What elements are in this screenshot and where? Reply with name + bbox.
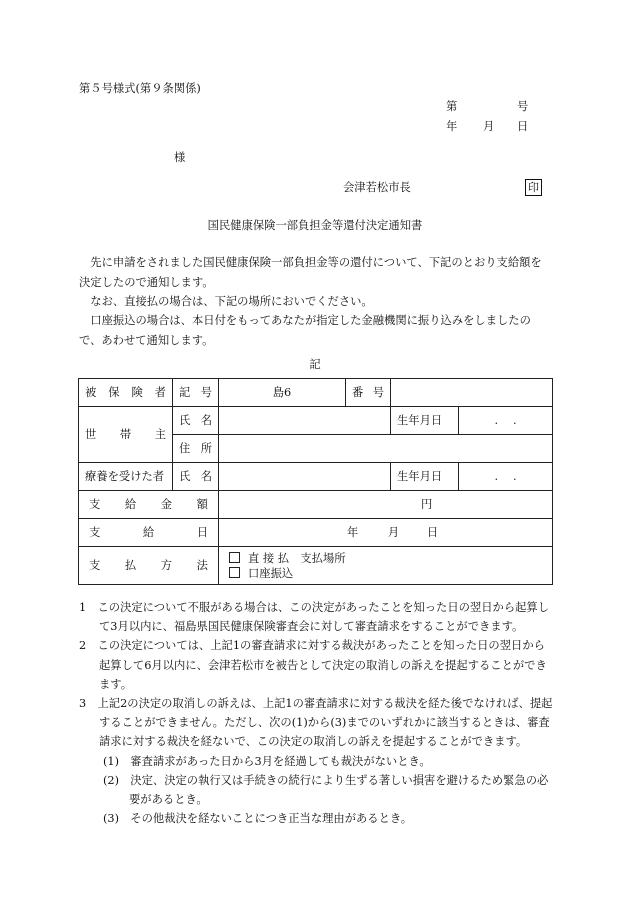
symbol-value: 島6 bbox=[219, 379, 346, 407]
householder-birthdate-label: 生年月日 bbox=[391, 407, 459, 435]
official-seal: 印 bbox=[525, 179, 542, 196]
householder-address-value bbox=[219, 435, 553, 463]
insured-person-label: 被 保 険 者 bbox=[79, 379, 173, 407]
addressee-suffix: 様 bbox=[174, 151, 186, 164]
body-paragraph-3: 口座振込の場合は、本日付をもってあなたが指定した金融機関に振り込みをしましたので、あわせて通知します。 bbox=[79, 314, 531, 347]
householder-birthdate-value: . . bbox=[459, 407, 553, 435]
issuer-name: 会津若松市長 bbox=[343, 181, 411, 194]
note-3-sub-1: (1) 審査請求があった日から3月を経過しても裁決がないとき。 bbox=[103, 754, 431, 768]
notes-section bbox=[79, 598, 555, 828]
payment-year-label: 年 bbox=[347, 525, 359, 539]
checkbox-icon bbox=[229, 552, 240, 563]
payment-date-label: 支 給 日 bbox=[79, 519, 219, 547]
document-title: 国民健康保険一部負担金等還付決定通知書 bbox=[207, 219, 423, 232]
patient-label: 療養を受けた者 bbox=[79, 463, 173, 491]
patient-birthdate-label: 生年月日 bbox=[391, 463, 459, 491]
document-number-suffix: 号 bbox=[517, 100, 529, 113]
payment-month-label: 月 bbox=[387, 525, 400, 539]
payment-method-options bbox=[219, 547, 553, 585]
payment-method-label: 支 払 方 法 bbox=[79, 547, 219, 585]
date-year-label: 年 bbox=[446, 120, 458, 133]
form-number: 第５号様式(第９条関係) bbox=[79, 82, 201, 95]
patient-birthdate-value: . . bbox=[459, 463, 553, 491]
checkbox-icon bbox=[229, 567, 240, 578]
method-direct-payment[interactable]: 直 接 払 支払場所 bbox=[229, 551, 546, 566]
note-3: 3 上記2の決定の取消しの訴えは、上記1の審査請求に対する裁決を経た後でなければ、提起することができません。ただし、次の(1)から(3)までのいずれかに該当するときは、審査請求に対する裁決を経ないで、この決定の取消しの訴えを提起することができます。 bbox=[79, 697, 553, 749]
householder-name-label: 氏 名 bbox=[173, 407, 219, 435]
householder-label: 世 帯 主 bbox=[79, 407, 173, 463]
date-day-label: 日 bbox=[517, 120, 529, 133]
note-3-sub-3: (3) その他裁決を経ないことにつき正当な理由があるとき。 bbox=[103, 812, 413, 826]
note-2: 2 この決定については、上記1の審査請求に対する裁決があったことを知った日の翌日から起算して6月以内に、会津若松市を被告として決定の取消しの訴えを提起することができます。 bbox=[79, 639, 547, 691]
yen-unit: 円 bbox=[421, 497, 433, 511]
payment-amount-value bbox=[219, 491, 553, 519]
refund-detail-table bbox=[78, 378, 553, 585]
number-value bbox=[391, 379, 553, 407]
note-1: 1 この決定について不服がある場合は、この決定があったことを知った日の翌日から起算して3月以内に、福島県国民健康保険審査会に対して審査請求をすることができます。 bbox=[79, 601, 550, 634]
patient-name-label: 氏 名 bbox=[173, 463, 219, 491]
payment-amount-label: 支 給 金 額 bbox=[79, 491, 219, 519]
payment-date-value bbox=[219, 519, 553, 547]
number-label: 番 号 bbox=[346, 379, 391, 407]
body-paragraph-2: なお、直接払の場合は、下記の場所においでください。 bbox=[79, 295, 373, 308]
payment-day-label: 日 bbox=[426, 525, 439, 539]
householder-name-value bbox=[219, 407, 391, 435]
body-paragraph-1: 先に申請をされました国民健康保険一部負担金等の還付について、下記のとおり支給額を決定したので通知します。 bbox=[79, 256, 542, 289]
householder-address-label: 住 所 bbox=[173, 435, 219, 463]
note-3-sub-2: (2) 決定、決定の執行又は手続きの続行により生ずる著しい損害を避けるため緊急の必要があるとき。 bbox=[103, 773, 549, 807]
symbol-label: 記 号 bbox=[173, 379, 219, 407]
date-month-label: 月 bbox=[483, 120, 495, 133]
method-bank-transfer[interactable]: 口座振込 bbox=[229, 566, 546, 581]
document-number-prefix: 第 bbox=[446, 100, 458, 113]
ki-heading: 記 bbox=[309, 358, 321, 371]
patient-name-value bbox=[219, 463, 391, 491]
